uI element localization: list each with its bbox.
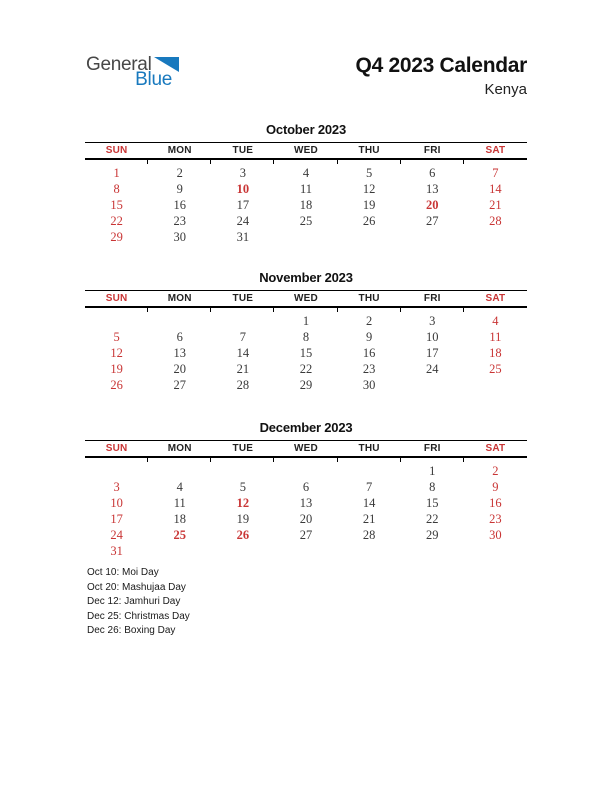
date-cell: 13 — [173, 346, 186, 360]
tick-cell — [274, 308, 337, 312]
empty-cell — [148, 313, 211, 329]
weekday-header-row — [85, 440, 527, 458]
tick-cell — [338, 308, 401, 312]
weekday-label: FRI — [423, 293, 441, 304]
date-cell: 1 — [302, 314, 310, 328]
date-cell: 7 — [239, 330, 246, 344]
empty-cell — [85, 463, 148, 479]
weekday-label: TUE — [232, 293, 254, 304]
tick-cell — [85, 160, 148, 164]
date-cell: 25 — [299, 214, 313, 228]
date-cell: 14 — [489, 182, 502, 196]
date-cell: 9 — [492, 480, 499, 494]
weekday-label: WED — [294, 145, 318, 156]
date-cell: 21 — [489, 198, 502, 212]
date-cell: 17 — [110, 512, 123, 526]
weekday-label: SUN — [105, 443, 128, 454]
date-cell: 18 — [489, 346, 502, 360]
date-cell: 10 — [426, 330, 439, 344]
logo-text-blue: Blue — [135, 69, 172, 90]
title-block — [356, 54, 527, 98]
date-cell: 7 — [366, 480, 373, 494]
holiday-note: Oct 10: Moi Day — [87, 567, 159, 578]
date-cell: 7 — [492, 166, 499, 180]
weekday-label: FRI — [423, 443, 441, 454]
tick-cell — [211, 458, 274, 462]
date-cell: 26 — [110, 378, 123, 392]
empty-cell — [274, 463, 337, 479]
month-calendar-december — [85, 420, 527, 559]
tick-cell — [85, 458, 148, 462]
weekday-label: SUN — [105, 293, 128, 304]
empty-cell — [401, 229, 464, 245]
date-cell: 18 — [173, 512, 186, 526]
tick-cell — [148, 308, 211, 312]
tick-cell — [401, 458, 464, 462]
weekday-label: TUE — [232, 145, 254, 156]
weekday-label: SAT — [485, 443, 506, 454]
date-cell: 28 — [236, 378, 250, 392]
date-cell: 25 — [173, 528, 186, 542]
empty-cell — [464, 543, 527, 559]
date-cell: 30 — [489, 528, 502, 542]
empty-cell — [464, 377, 527, 393]
date-cell: 3 — [239, 166, 246, 180]
date-cell: 9 — [366, 330, 373, 344]
date-cell: 19 — [110, 362, 123, 376]
empty-cell — [401, 377, 464, 393]
date-cell: 20 — [173, 362, 186, 376]
date-cell: 5 — [239, 480, 246, 494]
month-title: December 2023 — [259, 420, 353, 435]
date-cell: 12 — [236, 496, 250, 510]
empty-cell — [464, 229, 527, 245]
date-cell: 27 — [173, 378, 186, 392]
date-cell: 4 — [302, 166, 310, 180]
date-cell: 2 — [492, 464, 499, 478]
date-cell: 27 — [426, 214, 439, 228]
date-cell: 24 — [236, 214, 250, 228]
date-cell: 23 — [489, 512, 502, 526]
weekday-label: TUE — [232, 443, 254, 454]
date-cell: 22 — [110, 214, 123, 228]
tick-cell — [464, 458, 527, 462]
date-cell: 28 — [489, 214, 502, 228]
weekday-label: THU — [358, 293, 380, 304]
weekday-label: SUN — [105, 145, 128, 156]
weekday-header-row — [85, 142, 527, 160]
date-cell: 21 — [362, 512, 376, 526]
date-cell: 8 — [113, 182, 120, 196]
date-cell: 15 — [299, 346, 313, 360]
tick-cell — [85, 308, 148, 312]
date-cell: 3 — [429, 314, 436, 328]
date-cell: 15 — [426, 496, 439, 510]
empty-cell — [274, 543, 337, 559]
date-cell: 3 — [113, 480, 120, 494]
date-cell: 31 — [236, 230, 250, 244]
date-cell: 25 — [489, 362, 502, 376]
date-cell: 28 — [362, 528, 376, 542]
date-cell: 19 — [236, 512, 250, 526]
weekday-label: THU — [358, 443, 380, 454]
tick-cell — [148, 458, 211, 462]
weekday-label: SAT — [485, 145, 506, 156]
date-cell: 22 — [299, 362, 313, 376]
weekday-label: MON — [167, 443, 192, 454]
empty-cell — [338, 229, 401, 245]
date-cell: 11 — [489, 330, 502, 344]
date-cell: 2 — [176, 166, 183, 180]
date-cell: 6 — [302, 480, 310, 494]
date-cell: 12 — [110, 346, 123, 360]
date-cell: 8 — [429, 480, 436, 494]
date-cell: 1 — [113, 166, 120, 180]
date-cell: 11 — [299, 182, 313, 196]
tick-cell — [274, 160, 337, 164]
date-cell: 16 — [489, 496, 502, 510]
date-cell: 15 — [110, 198, 123, 212]
date-cell: 20 — [426, 198, 439, 212]
weekday-label: SAT — [485, 293, 506, 304]
dates-grid — [85, 313, 527, 393]
tick-cell — [274, 458, 337, 462]
empty-cell — [211, 313, 274, 329]
empty-cell — [401, 543, 464, 559]
weekday-label: MON — [167, 293, 192, 304]
page-title: Q4 2023 Calendar — [355, 54, 527, 77]
holiday-note: Dec 12: Jamhuri Day — [87, 596, 181, 608]
date-cell: 24 — [110, 528, 123, 542]
date-cell: 27 — [299, 528, 313, 542]
date-cell: 4 — [492, 314, 499, 328]
date-cell: 6 — [176, 330, 183, 344]
date-cell: 4 — [176, 480, 183, 494]
date-cell: 18 — [299, 198, 313, 212]
date-cell: 23 — [173, 214, 186, 228]
date-cell: 2 — [366, 314, 373, 328]
month-calendar-november — [85, 270, 527, 393]
holiday-note: Dec 25: Christmas Day — [87, 610, 190, 622]
tick-cell — [211, 160, 274, 164]
tick-cell — [464, 308, 527, 312]
tick-cell — [148, 160, 211, 164]
page-subtitle: Kenya — [484, 81, 527, 98]
empty-cell — [274, 229, 337, 245]
empty-cell — [85, 313, 148, 329]
weekday-header-row — [85, 290, 527, 308]
date-cell: 30 — [362, 378, 376, 392]
tick-cell — [464, 160, 527, 164]
empty-cell — [211, 543, 274, 559]
tick-cell — [401, 308, 464, 312]
date-cell: 31 — [110, 544, 123, 558]
holiday-list — [87, 566, 190, 639]
date-cell: 17 — [426, 346, 439, 360]
column-tick-marks — [85, 160, 527, 164]
date-cell: 9 — [176, 182, 183, 196]
date-cell: 10 — [110, 496, 123, 510]
date-cell: 6 — [429, 166, 436, 180]
date-cell: 29 — [299, 378, 313, 392]
month-title: November 2023 — [259, 270, 353, 285]
empty-cell — [148, 463, 211, 479]
date-cell: 5 — [113, 330, 120, 344]
month-calendar-october — [85, 122, 527, 245]
date-cell: 29 — [110, 230, 123, 244]
date-cell: 30 — [173, 230, 186, 244]
holiday-note: Oct 20: Mashujaa Day — [87, 581, 186, 593]
date-cell: 16 — [362, 346, 376, 360]
date-cell: 14 — [362, 496, 376, 510]
month-title: October 2023 — [266, 122, 346, 137]
date-cell: 19 — [362, 198, 376, 212]
weekday-label: FRI — [423, 145, 441, 156]
date-cell: 5 — [366, 166, 373, 180]
dates-grid — [85, 165, 527, 245]
empty-cell — [338, 463, 401, 479]
tick-cell — [401, 160, 464, 164]
column-tick-marks — [85, 308, 527, 312]
logo-text-general: General — [86, 54, 152, 75]
empty-cell — [211, 463, 274, 479]
weekday-label: THU — [358, 145, 380, 156]
weekday-label: WED — [294, 443, 318, 454]
date-cell: 23 — [362, 362, 376, 376]
date-cell: 13 — [299, 496, 313, 510]
tick-cell — [338, 160, 401, 164]
tick-cell — [211, 308, 274, 312]
date-cell: 1 — [429, 464, 436, 478]
holiday-note: Dec 26: Boxing Day — [87, 625, 176, 637]
date-cell: 20 — [299, 512, 313, 526]
date-cell: 26 — [236, 528, 250, 542]
empty-cell — [148, 543, 211, 559]
date-cell: 24 — [426, 362, 439, 376]
empty-cell — [338, 543, 401, 559]
date-cell: 29 — [426, 528, 439, 542]
date-cell: 14 — [236, 346, 250, 360]
date-cell: 17 — [236, 198, 250, 212]
date-cell: 13 — [426, 182, 439, 196]
general-blue-logo — [86, 55, 188, 89]
tick-cell — [338, 458, 401, 462]
date-cell: 22 — [426, 512, 439, 526]
date-cell: 11 — [173, 496, 186, 510]
date-cell: 16 — [173, 198, 186, 212]
date-cell: 26 — [362, 214, 376, 228]
weekday-label: WED — [294, 293, 318, 304]
date-cell: 10 — [236, 182, 250, 196]
date-cell: 21 — [236, 362, 250, 376]
column-tick-marks — [85, 458, 527, 462]
dates-grid — [85, 463, 527, 559]
date-cell: 12 — [362, 182, 376, 196]
weekday-label: MON — [167, 145, 192, 156]
date-cell: 8 — [302, 330, 310, 344]
